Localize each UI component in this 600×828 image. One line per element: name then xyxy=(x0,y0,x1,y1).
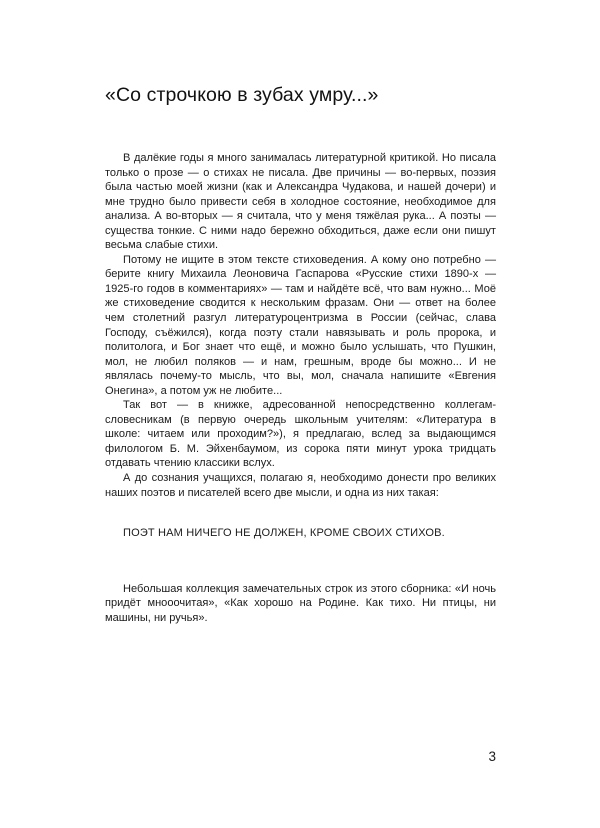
statement-line: ПОЭТ НАМ НИЧЕГО НЕ ДОЛЖЕН, КРОМЕ СВОИХ СТИХОВ. xyxy=(123,527,445,540)
paragraph: Так вот — в книжке, адресованной непосредственно коллегам-словесникам (в первую очередь школьным учителям: «Литература в школе: читаем или проходим?»), я предлагаю, вслед за выдающимся филологом Б. М. Эйхенбаумом, из сорока пяти минут урока тридцать отдавать чтению классики вслух. xyxy=(105,399,496,470)
spacer xyxy=(105,567,496,582)
text-column xyxy=(105,0,496,625)
body-text xyxy=(105,151,496,625)
page-number: 3 xyxy=(488,749,496,764)
paragraph: А до сознания учащихся, полагаю я, необходимо донести про великих наших поэтов и писателей всего две мысли, и одна из них такая: xyxy=(105,472,496,499)
paragraph: В далёкие годы я много занималась литературной критикой. Но писала только о прозе — о стихах не писала. Две причины — во-первых, поэзия была частью моей жизни (как и Александра Чудакова, и нашей дочери) и мне трудно было привести себя в холодное состояние, необходимое для анализа. А во-вторых — я считала, что у меня тяжёлая рука... А поэты — существа тонкие. С ними надо бережно обходиться, даже если они пишут весьма слабые стихи. xyxy=(105,152,496,252)
closing-paragraph: Небольшая коллекция замечательных строк из этого сборника: «И ночь придёт мнооочитая», «Как хорошо на Родине. Как тихо. Ни птицы, ни машины, ни ручья». xyxy=(105,582,496,624)
paragraph: Потому не ищите в этом тексте стиховедения. А кому оно потребно — берите книгу Михаила Леоновича Гаспарова «Русские стихи 1890-х — 1925-го годов в комментариях» — там и найдёте всё, что вам нужно... Моё же стиховедение сводится к нескольким фразам. Они — ответ на более чем столетний разгул литературоцентризма в России (сейчас, слава Господу, съёжился), когда поэту стали навязывать и роль пророка, и политолога, и Бог знает что ещё, и можно было услышать, что Пушкин, мол, не любил поляков — и нам, грешным, вроде бы можно... И не являлась почему-то мысль, что вы, мол, сначала напишите «Евгения Онегина», а потом уж не любите... xyxy=(105,253,496,397)
chapter-title: «Со строчкою в зубах умру...» xyxy=(105,84,379,106)
